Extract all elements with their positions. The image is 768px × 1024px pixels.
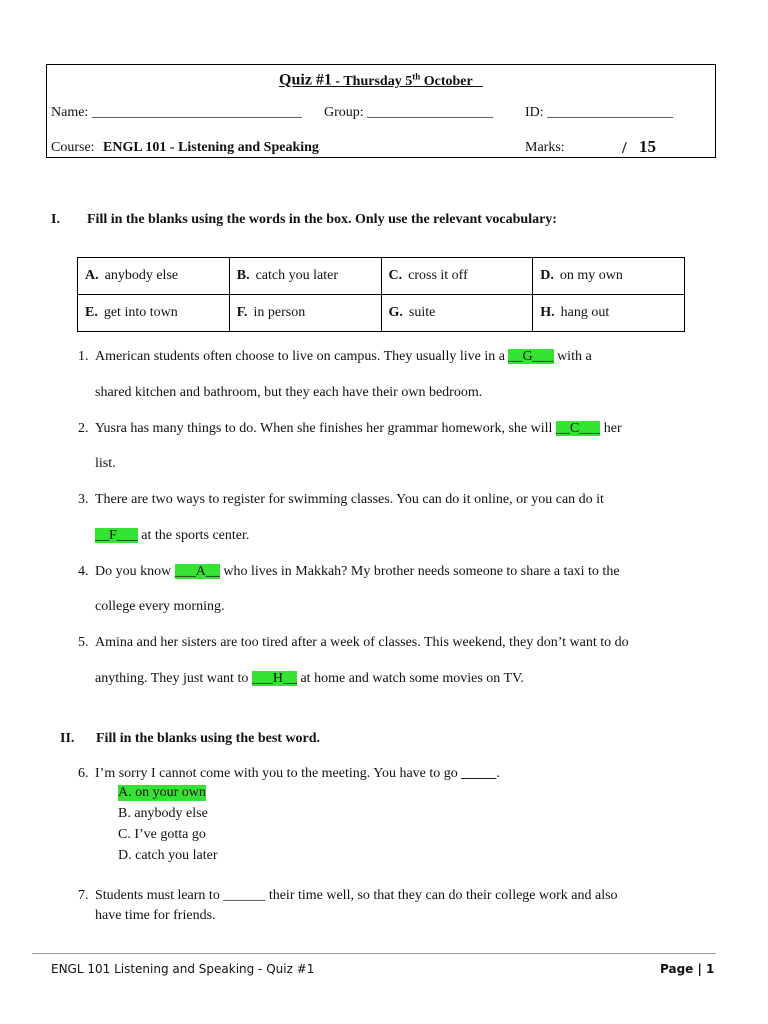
quiz-title <box>47 71 715 90</box>
question-4-line-1: Do you know ___A__ who lives in Makkah? My brother needs someone to share a taxi to the <box>95 564 620 579</box>
question-2-num: 2. <box>78 421 89 436</box>
answer-blank[interactable]: ___H__ <box>251 671 297 686</box>
question-2-line-2: list. <box>95 456 116 471</box>
question-6-num: 6. <box>78 766 89 781</box>
vocabulary-row <box>78 258 685 295</box>
answer-blank[interactable]: __F___ <box>95 528 138 543</box>
vocab-cell: A. anybody else <box>78 258 230 295</box>
name-field[interactable]: Name: ______________________________ <box>51 105 302 120</box>
footer-page-number: Page | 1 <box>660 962 715 976</box>
marks-label: Marks: <box>525 140 565 155</box>
question-5-num: 5. <box>78 635 89 650</box>
question-5-line-1: Amina and her sisters are too tired after a week of classes. This weekend, they don’t want to do <box>95 635 629 650</box>
question-1-num: 1. <box>78 349 89 364</box>
group-field[interactable]: Group: __________________ <box>324 105 494 120</box>
question-2-line-1: Yusra has many things to do. When she finishes her grammar homework, she will __C___ her <box>95 421 622 436</box>
id-field[interactable]: ID: __________________ <box>525 105 674 120</box>
section-1-number: I. <box>51 212 60 227</box>
quiz-title-date: - Thursday 5th October <box>331 71 483 89</box>
quiz-header-box <box>46 64 716 158</box>
question-1-line-2: shared kitchen and bathroom, but they each have their own bedroom. <box>95 385 483 400</box>
option-a[interactable]: A. on your own <box>118 785 206 800</box>
question-7-num: 7. <box>78 888 89 903</box>
question-1-line-1: American students often choose to live on campus. They usually live in a __G___ with a <box>95 349 592 364</box>
answer-blank[interactable]: _____ <box>461 766 497 781</box>
question-3-line-1: There are two ways to register for swimming classes. You can do it online, or you can do it <box>95 492 604 507</box>
option-b[interactable]: B. anybody else <box>118 806 208 821</box>
section-2-instruction: Fill in the blanks using the best word. <box>96 731 321 746</box>
question-4-num: 4. <box>78 564 89 579</box>
question-7-line-1: Students must learn to ______ their time well, so that they can do their college work and also <box>95 888 618 903</box>
section-2-number: II. <box>60 731 75 746</box>
course-label: Course: <box>51 140 95 155</box>
marks-slash: / <box>622 138 627 157</box>
vocab-cell: B. catch you later <box>229 258 381 295</box>
vocab-cell: F. in person <box>229 295 381 332</box>
answer-blank[interactable]: ___A__ <box>174 564 220 579</box>
question-3-line-2: __F___ at the sports center. <box>95 528 250 543</box>
answer-blank[interactable]: __G___ <box>508 349 554 364</box>
course-value: ENGL 101 - Listening and Speaking <box>103 140 319 155</box>
question-4-line-2: college every morning. <box>95 599 225 614</box>
answer-blank[interactable]: __C___ <box>555 421 601 436</box>
vocab-cell: D. on my own <box>533 258 685 295</box>
question-7-line-2: have time for friends. <box>95 908 216 923</box>
marks-total: 15 <box>639 137 656 156</box>
option-d[interactable]: D. catch you later <box>118 848 218 863</box>
vocab-cell: G. suite <box>381 295 533 332</box>
vocabulary-box <box>77 257 685 332</box>
question-6-text: I’m sorry I cannot come with you to the meeting. You have to go _____. <box>95 766 500 781</box>
vocab-cell: C. cross it off <box>381 258 533 295</box>
option-c[interactable]: C. I’ve gotta go <box>118 827 206 842</box>
vocab-cell: H. hang out <box>533 295 685 332</box>
vocabulary-row <box>78 295 685 332</box>
footer-divider <box>32 953 716 954</box>
question-5-line-2: anything. They just want to ___H__ at home and watch some movies on TV. <box>95 671 524 686</box>
vocab-cell: E. get into town <box>78 295 230 332</box>
quiz-title-main: Quiz #1 <box>279 71 332 89</box>
question-3-num: 3. <box>78 492 89 507</box>
footer-course: ENGL 101 Listening and Speaking - Quiz #1 <box>51 962 315 976</box>
section-1-instruction: Fill in the blanks using the words in the box. Only use the relevant vocabulary: <box>87 212 557 227</box>
